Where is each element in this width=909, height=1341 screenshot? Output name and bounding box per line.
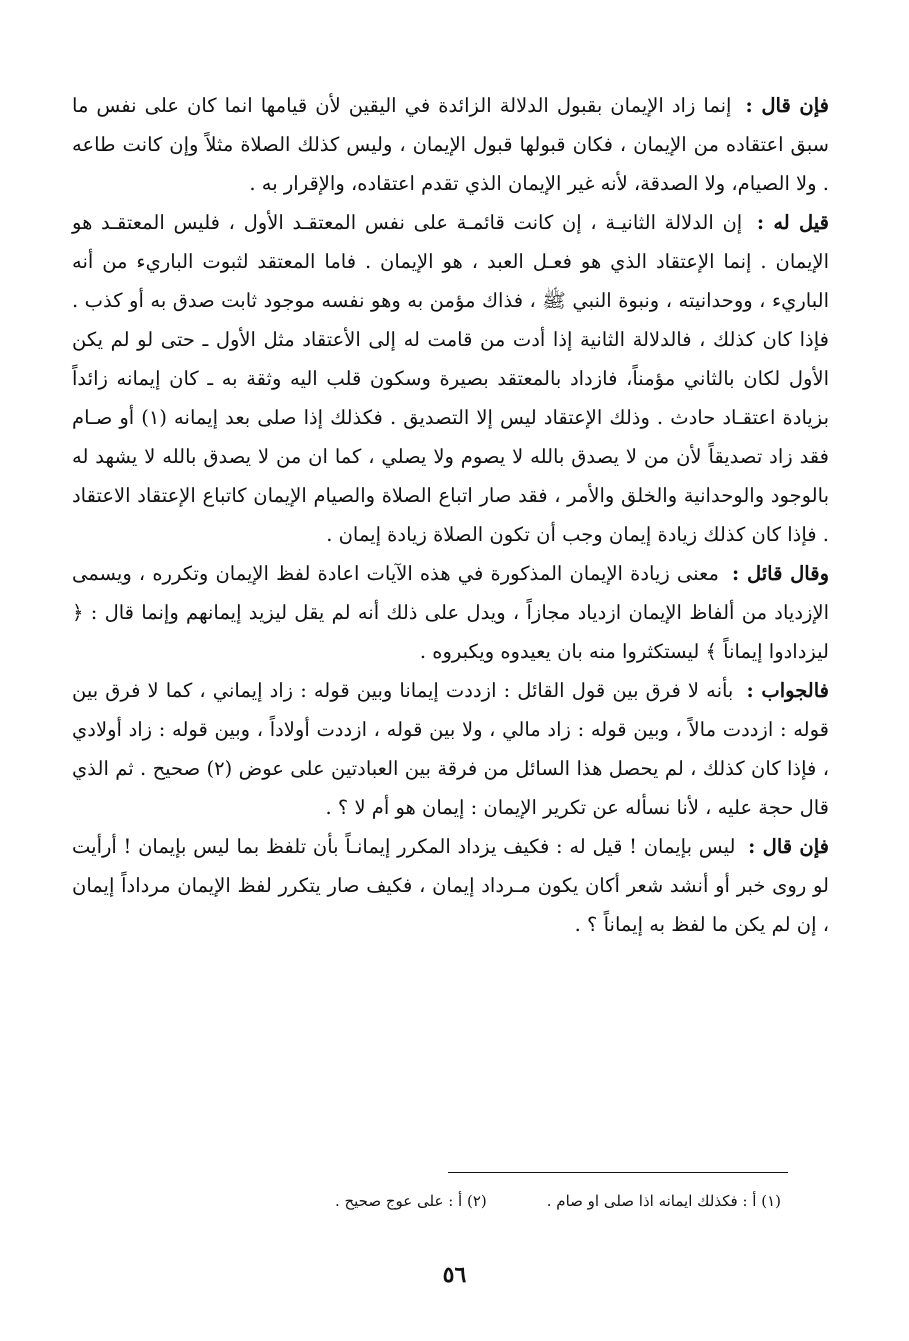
paragraph-1 (72, 86, 829, 203)
footnotes (335, 1192, 781, 1210)
paragraph-lead: فإن قال : (745, 94, 829, 117)
paragraph-4 (72, 671, 829, 827)
paragraph-3 (72, 554, 829, 671)
footnote-2: (٢) أ : على عوج صحيح . (334, 1192, 487, 1210)
paragraph-lead: فالجواب : (746, 679, 829, 702)
page-number: ٥٦ (442, 1262, 467, 1288)
paragraph-text: إن الدلالة الثانيـة ، إن كانت قائمـة على نفس المعتقـد الأول ، فليس المعتقـد هو الإيمان . إنما الإعتقاد الذي هو فعـل العبد ، هو الإيمان . فاما المعتقد لثبوت الباريء من أنه الباريء ، ووحدانيته ، ونبوة النبي ﷺ ، فذاك مؤمن به وهو نفسه موجود ثابت صدق به أو كذب . فإذا كان كذلك ، فالدلالة الثانية إذا أدت من قامت له إلى الأعتقاد مثل الأول ـ حتى لو لم يكن الأول لكان بالثاني مؤمناً، فازداد بالمعتقد بصيرة وسكون قلب اليه وثقة به ـ كان إيمانه زائداً بزيادة اعتقـاد حادث . وذلك الإعتقاد ليس إلا التصديق . فكذلك إذا صلى بعد إيمانه (١) أو صـام فقد زاد تصديقاً لأن من لا يصدق بالله لا يصوم ولا يصلي ، كما ان من لا يصدق بالله لا يشهد له بالوجود والوحدانية والخلق والأمر ، فقد صار اتباع الصلاة والصيام الإيمان كاتباع الإعتقاد الاعتقاد . فإذا كان كذلك زيادة إيمان وجب أن تكون الصلاة زيادة إيمان . (72, 211, 829, 546)
paragraph-lead: قيل له : (756, 211, 829, 234)
footnote-divider (448, 1172, 788, 1173)
paragraph-text: بأنه لا فرق بين قول القائل : ازددت إيمانا وبين قوله : زاد إيماني ، كما لا فرق بين قوله : ازددت مالاً ، وبين قوله : زاد مالي ، ولا بين قوله ، ازددت أولاداً ، وبين قوله : زاد أولادي ، فإذا كان كذلك ، لم يحصل هذا السائل من فرقة بين العبادتين على عوض (٢) صحيح . ثم الذي قال حجة عليه ، لأنا نسأله عن تكرير الإيمان : إيمان هو أم لا ؟ . (72, 679, 829, 819)
footnote-1: (١) أ : فكذلك ايمانه اذا صلى او صام . (546, 1192, 781, 1210)
paragraph-lead: وقال قائل : (732, 562, 829, 585)
paragraph-2 (72, 203, 829, 554)
paragraph-text: معنى زيادة الإيمان المذكورة في هذه الآيات اعادة لفظ الإيمان وتكرره ، ويسمى الإزدياد من ألفاظ الإيمان ازدياد مجازاً ، ويدل على ذلك أنه لم يقل ليزيد إيمانهم وإنما قال : ﴿ ليزدادوا إيماناً ﴾ ليستكثروا منه بان يعيدوه ويكبروه . (72, 562, 829, 663)
body-text (72, 86, 829, 944)
paragraph-lead: فإن قال : (748, 835, 830, 858)
paragraph-text: إنما زاد الإيمان بقبول الدلالة الزائدة في اليقين لأن قيامها انما كان على نفس ما سبق اعتقاده من الإيمان ، فكان قبولها قبول الإيمان ، وليس كذلك الصلاة مثلاً وإن كانت طاعه . ولا الصيام، ولا الصدقة، لأنه غير الإيمان الذي تقدم اعتقاده، والإقرار به . (72, 94, 829, 195)
paragraph-5 (72, 827, 829, 944)
paragraph-text: ليس بإيمان ! قيل له : فكيف يزداد المكرر إيمانـاً بأن تلفظ بما ليس بإيمان ! أرأيت لو روى خبر أو أنشد شعر أكان يكون مـرداد إيمان ، فكيف صار يتكرر لفظ الإيمان مرداداً إيمان ، إن لم يكن ما لفظ به إيماناً ؟ . (72, 835, 829, 936)
